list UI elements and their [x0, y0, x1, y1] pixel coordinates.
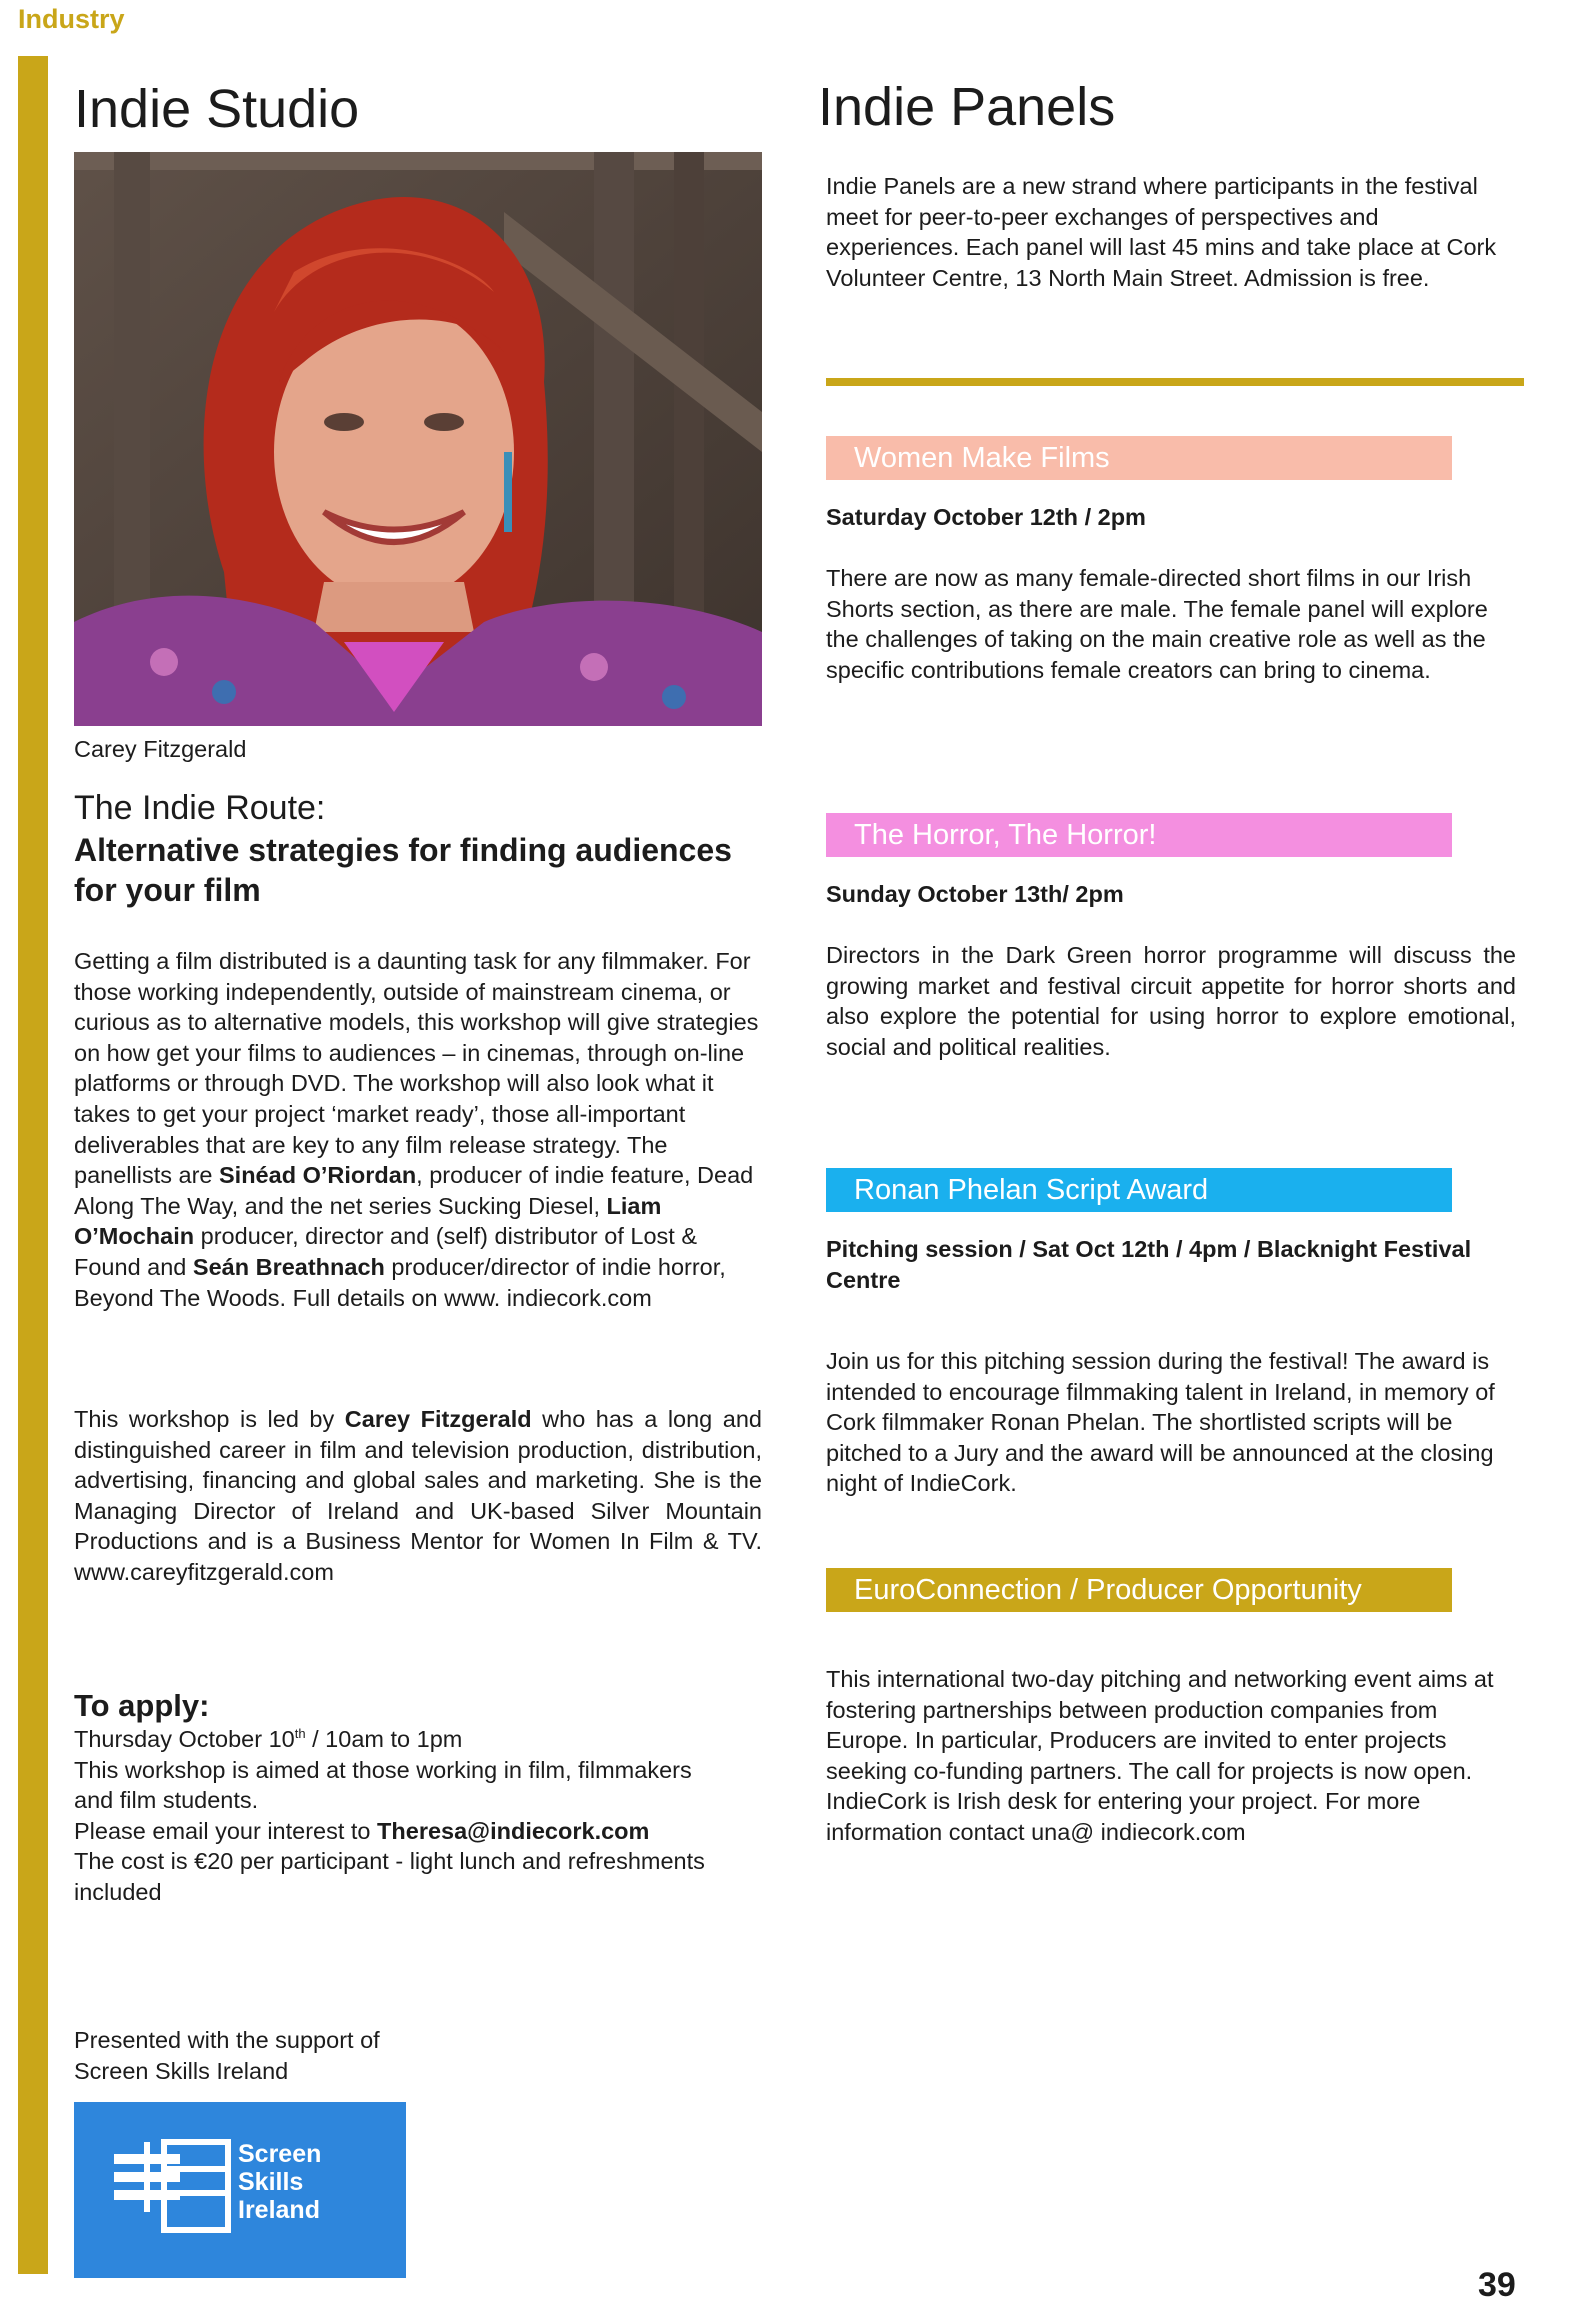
- logo-word: Ireland: [238, 2196, 320, 2224]
- panel-when: Sunday October 13th/ 2pm: [826, 881, 1124, 907]
- workshop-description: Getting a film distributed is a daunting task for any filmmaker. For those working independently, outside of mainstream cinema, or curious as to alternative models, this workshop will give strategies on how get your films to audiences – in cinemas, through on-line platforms or through DVD. The workshop will also look what it takes to get your project ‘market ready’, those all-important deliverables that are key to any film release strategy. The panellists are Sinéad O’Riordan, producer of indie feature, Dead Along The Way, and the net series Sucking Diesel, Liam O’Mochain producer, director and (self) distributor of Lost & Found and Seán Breathnach producer/director of indie horror, Beyond The Woods. Full details on www. indiecork.com: [74, 948, 759, 1311]
- screen-skills-ireland-logo: [74, 2102, 406, 2278]
- logo-word: Skills: [238, 2168, 304, 2196]
- apply-audience: This workshop is aimed at those working in film, filmmakers and film students.: [74, 1756, 692, 1814]
- logo-word: Screen: [238, 2140, 322, 2168]
- panel-tag-ronan-phelan: Ronan Phelan Script Award: [826, 1168, 1452, 1212]
- panellist-name: Sinéad O’Riordan: [219, 1162, 417, 1189]
- indie-studio-title: Indie Studio: [74, 79, 360, 139]
- portrait-illustration: [74, 152, 762, 726]
- panel-description: There are now as many female-directed short films in our Irish Shorts section, as there are male. The female panel will explore the challenges of taking on the main creative role as well as the specific contributions female creators can bring to cinema.: [826, 565, 1488, 683]
- panel-tag-horror: The Horror, The Horror!: [826, 813, 1452, 857]
- section-label: Industry: [18, 4, 125, 34]
- panel-description: This international two-day pitching and networking event aims at fostering partnerships between production companies from Europe. In particular, Producers are invited to enter projects seeking co-funding partners. The call for projects is now open. IndieCork is Irish desk for entering your project. For more information contact una@ indiecork.com: [826, 1666, 1494, 1845]
- panel-tag-women-make-films: Women Make Films: [826, 436, 1452, 480]
- page-number: 39: [1478, 2266, 1516, 2304]
- apply-date: Thursday October 10th / 10am to 1pm: [74, 1726, 463, 1752]
- accent-bar: [18, 56, 48, 2274]
- panel-when: Pitching session / Sat Oct 12th / 4pm / Blacknight Festival Centre: [826, 1236, 1472, 1293]
- apply-email[interactable]: Theresa@indiecork.com: [377, 1817, 650, 1844]
- apply-heading: To apply:: [74, 1688, 210, 1723]
- indie-panels-title: Indie Panels: [818, 77, 1116, 137]
- panel-description: Join us for this pitching session during the festival! The award is intended to encourage filmmaking talent in Ireland, in memory of Cork filmmaker Ronan Phelan. The shortlisted scripts will be pitched to a Jury and the award will be announced at the closing night of IndieCork.: [826, 1348, 1495, 1497]
- panel-when: Saturday October 12th / 2pm: [826, 504, 1146, 530]
- route-subtitle: Alternative strategies for finding audiences for your film: [74, 832, 732, 908]
- photo-caption: Carey Fitzgerald: [74, 736, 247, 762]
- panel-tag-euroconnection: EuroConnection / Producer Opportunity: [826, 1568, 1452, 1612]
- panellist-name: Seán Breathnach: [192, 1253, 385, 1280]
- host-name: Carey Fitzgerald: [344, 1406, 532, 1432]
- panel-description: Directors in the Dark Green horror programme will discuss the growing market and festival circuit appetite for horror shorts and also explore the potential for using horror to explore emotional, social and political realities.: [826, 942, 1516, 1060]
- panels-intro: Indie Panels are a new strand where participants in the festival meet for peer-to-peer exchanges of perspectives and experiences. Each panel will last 45 mins and take place at Cork Volunteer Centre, 13 North Main Street. Admission is free.: [826, 173, 1497, 291]
- section-divider: [826, 378, 1524, 386]
- apply-email-line: Please email your interest to Theresa@indiecork.com: [74, 1817, 650, 1844]
- portrait-photo: [74, 152, 762, 726]
- support-statement: Presented with the support of Screen Skills Ireland: [74, 2027, 380, 2084]
- route-title: The Indie Route:: [74, 789, 326, 827]
- host-bio: This workshop is led by Carey Fitzgerald who has a long and distinguished career in film and television production, distribution, advertising, financing and global sales and marketing. She is the Managing Director of Ireland and UK-based Silver Mountain Productions and is a Business Mentor for Women In Film & TV. www.careyfitzgerald.com: [74, 1406, 762, 1585]
- apply-cost: The cost is €20 per participant - light lunch and refreshments included: [74, 1848, 705, 1905]
- apply-details: [74, 1724, 714, 1908]
- panellist-name: Liam O’Mochain: [74, 1192, 662, 1250]
